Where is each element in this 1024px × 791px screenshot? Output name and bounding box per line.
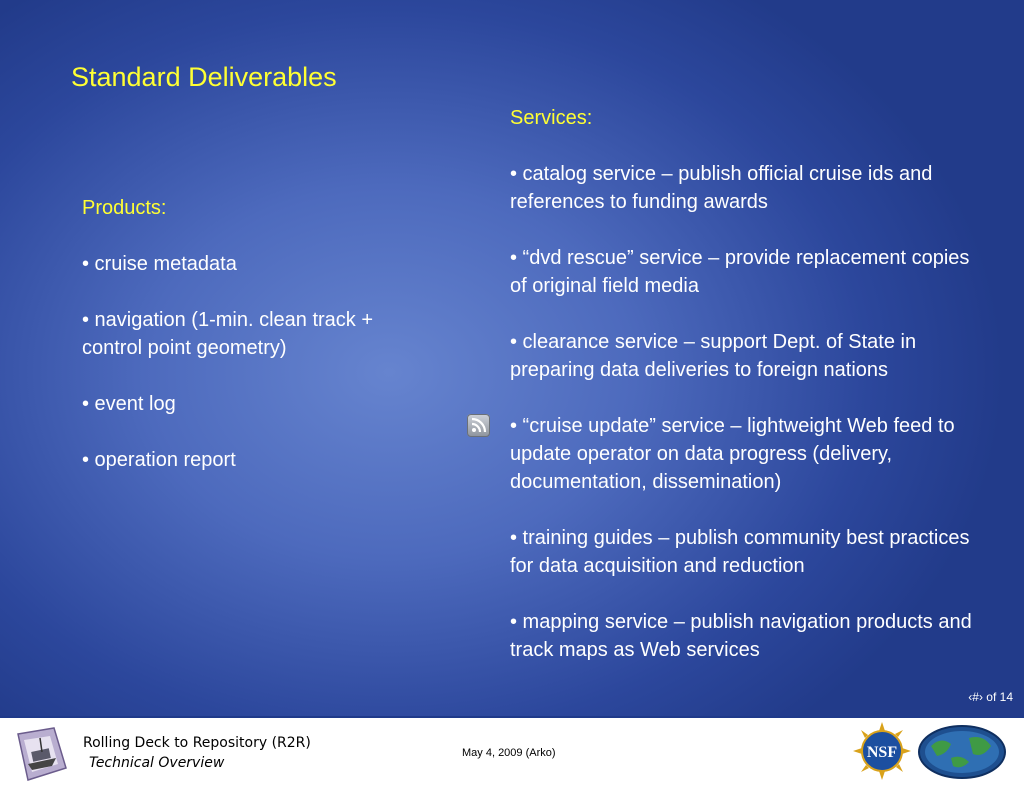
services-heading: Services: [510, 107, 593, 129]
footer-subtitle: Technical Overview [89, 755, 225, 771]
service-item: • catalog service – publish official cruise ids and references to funding awards [510, 163, 933, 213]
rss-feed-icon[interactable] [467, 414, 490, 437]
footer-date: May 4, 2009 (Arko) [462, 747, 556, 759]
services-section [510, 104, 990, 692]
page-number: ‹#› of 14 [968, 690, 1013, 704]
product-item: • navigation (1-min. clean track + control point geometry) [82, 309, 374, 359]
ship-logo-icon [14, 724, 70, 784]
footer [0, 716, 1024, 791]
nsf-logo-text: NSF [866, 744, 898, 761]
service-item: • “cruise update” service – lightweight Web feed to update operator on data progress (delivery, documentation, dissemination) [510, 415, 955, 493]
products-heading: Products: [82, 197, 167, 219]
product-item: • operation report [82, 449, 236, 471]
footer-divider [0, 716, 1024, 718]
service-item: • clearance service – support Dept. of State in preparing data deliveries to foreign nations [510, 331, 917, 381]
service-item: • training guides – publish community best practices for data acquisition and reduction [510, 527, 970, 577]
footer-title: Rolling Deck to Repository (R2R) [83, 735, 311, 751]
product-item: • event log [82, 393, 176, 415]
slide-title: Standard Deliverables [71, 62, 337, 92]
products-section [82, 194, 422, 502]
service-item: • mapping service – publish navigation products and track maps as Web services [510, 611, 972, 661]
product-item: • cruise metadata [82, 253, 237, 275]
nsf-logo-icon [852, 721, 912, 781]
unols-logo-icon [917, 724, 1007, 780]
service-item: • “dvd rescue” service – provide replacement copies of original field media [510, 247, 970, 297]
